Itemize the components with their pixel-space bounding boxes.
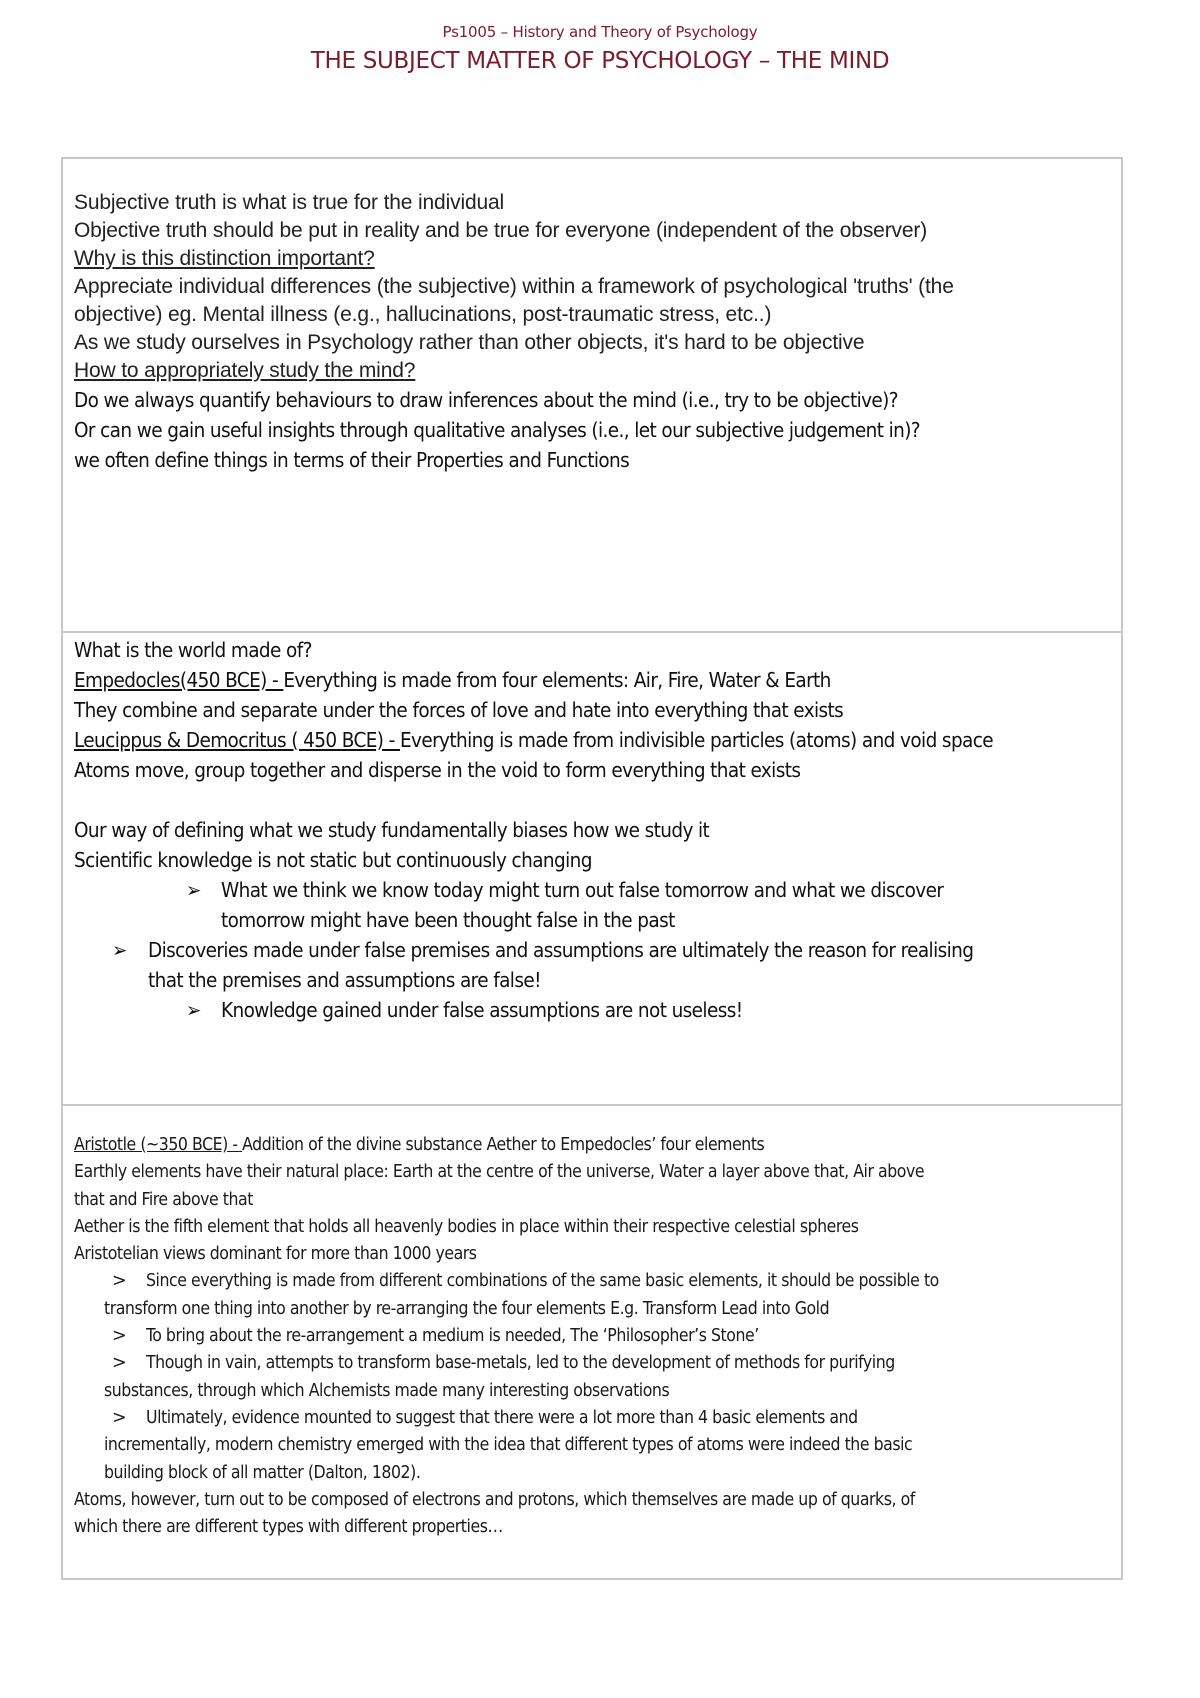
text-line: As we study ourselves in Psychology rather than other objects, it's hard to be objective [74, 331, 865, 354]
text-line: Knowledge gained under false assumptions are not useless! [221, 998, 743, 1022]
text-line: Since everything is made from different combinations of the same basic elements, it should be possible to [146, 1271, 939, 1292]
list-item [74, 995, 1115, 1025]
philosopher-name: Leucippus & Democritus ( 450 BCE) - [74, 728, 400, 752]
text-span: Everything is made from indivisible particles (atoms) and void space [399, 728, 994, 752]
text-line [74, 1132, 1115, 1159]
text-span: Addition of the divine substance Aether to Empedocles’ four elements [242, 1135, 765, 1155]
arrow-bullet-icon: ➢ [186, 878, 201, 902]
text-line: Objective truth should be put in reality and be true for everyone (independent of the observer) [74, 219, 928, 242]
chevron-bullet-icon: > [112, 1407, 127, 1428]
arrow-bullet-icon: ➢ [112, 938, 127, 962]
text-line: transform one thing into another by re-arranging the four elements E.g. Transform Lead into Gold [104, 1298, 830, 1319]
subheading: How to appropriately study the mind? [74, 359, 416, 382]
text-line: Subjective truth is what is true for the individual [74, 191, 505, 214]
course-title: Ps1005 – History and Theory of Psychology [442, 23, 758, 41]
text-line: Our way of defining what we study fundamentally biases how we study it [74, 818, 710, 842]
text-line [74, 725, 1115, 755]
text-line: building block of all matter (Dalton, 1802). [104, 1462, 421, 1483]
list-item [74, 875, 1115, 935]
document-header [0, 22, 1200, 76]
text-line: Aristotelian views dominant for more than 1000 years [74, 1244, 477, 1265]
text-line: that the premises and assumptions are false! [148, 968, 541, 992]
text-span: Everything is made from four elements: Air, Fire, Water & Earth [283, 668, 831, 692]
chevron-bullet-icon: > [112, 1353, 127, 1374]
text-line: Scientific knowledge is not static but continuously changing [74, 848, 592, 872]
list-item [74, 1323, 1115, 1350]
arrow-bullet-icon: ➢ [186, 998, 201, 1022]
text-line: Atoms, however, turn out to be composed of electrons and protons, which themselves are made up of quarks, of [74, 1489, 915, 1510]
text-line: Though in vain, attempts to transform base-metals, led to the development of methods for purifying [146, 1353, 895, 1374]
text-line: Ultimately, evidence mounted to suggest that there were a lot more than 4 basic elements and [146, 1407, 858, 1428]
notes-box-aristotle-content [74, 1132, 1115, 1541]
text-line: Earthly elements have their natural place: Earth at the centre of the universe, Water a layer above that, Air above [74, 1162, 925, 1183]
text-line: What is the world made of? [74, 638, 312, 662]
text-line: Aether is the fifth element that holds all heavenly bodies in place within their respective celestial spheres [74, 1216, 859, 1237]
notes-box-aristotle [61, 1104, 1123, 1580]
text-line: substances, through which Alchemists made many interesting observations [104, 1380, 670, 1401]
text-line: They combine and separate under the forces of love and hate into everything that exists [74, 698, 844, 722]
notes-box-world [61, 631, 1123, 1106]
philosopher-name: Aristotle (~350 BCE) - [74, 1135, 243, 1155]
text-line: objective) eg. Mental illness (e.g., hallucinations, post-traumatic stress, etc..) [74, 303, 772, 326]
list-item [74, 1405, 1115, 1432]
text-line: incrementally, modern chemistry emerged with the idea that different types of atoms were indeed the basic [104, 1435, 913, 1456]
text-line: Atoms move, group together and disperse in the void to form everything that exists [74, 758, 801, 782]
list-item [74, 1350, 1115, 1377]
spacer [74, 785, 1115, 815]
text-line: Discoveries made under false premises and assumptions are ultimately the reason for realising [148, 938, 974, 962]
philosopher-name: Empedocles(450 BCE) - [74, 668, 284, 692]
notes-box-truth-content [74, 189, 1115, 475]
text-line: that and Fire above that [74, 1189, 253, 1210]
text-line: What we think we know today might turn out false tomorrow and what we discover [221, 878, 944, 902]
text-line: we often define things in terms of their Properties and Functions [74, 448, 630, 472]
notes-box-truth [61, 157, 1123, 633]
text-line: Do we always quantify behaviours to draw inferences about the mind (i.e., try to be objective)? [74, 388, 898, 412]
list-item [74, 1268, 1115, 1295]
chevron-bullet-icon: > [112, 1326, 127, 1347]
list-item [74, 935, 1115, 995]
text-line: To bring about the re-arrangement a medium is needed, The ‘Philosopher’s Stone’ [146, 1326, 759, 1347]
text-line: Or can we gain useful insights through qualitative analyses (i.e., let our subjective judgement in)? [74, 418, 920, 442]
chevron-bullet-icon: > [112, 1271, 127, 1292]
notes-box-world-content [74, 635, 1115, 1025]
text-line: tomorrow might have been thought false in the past [221, 908, 675, 932]
text-line: which there are different types with different properties… [74, 1517, 503, 1538]
subheading: Why is this distinction important? [74, 247, 375, 270]
text-line [74, 665, 1115, 695]
text-line: Appreciate individual differences (the subjective) within a framework of psychological 'truths' (the [74, 275, 954, 298]
page-title: THE SUBJECT MATTER OF PSYCHOLOGY – THE MIND [310, 48, 890, 74]
